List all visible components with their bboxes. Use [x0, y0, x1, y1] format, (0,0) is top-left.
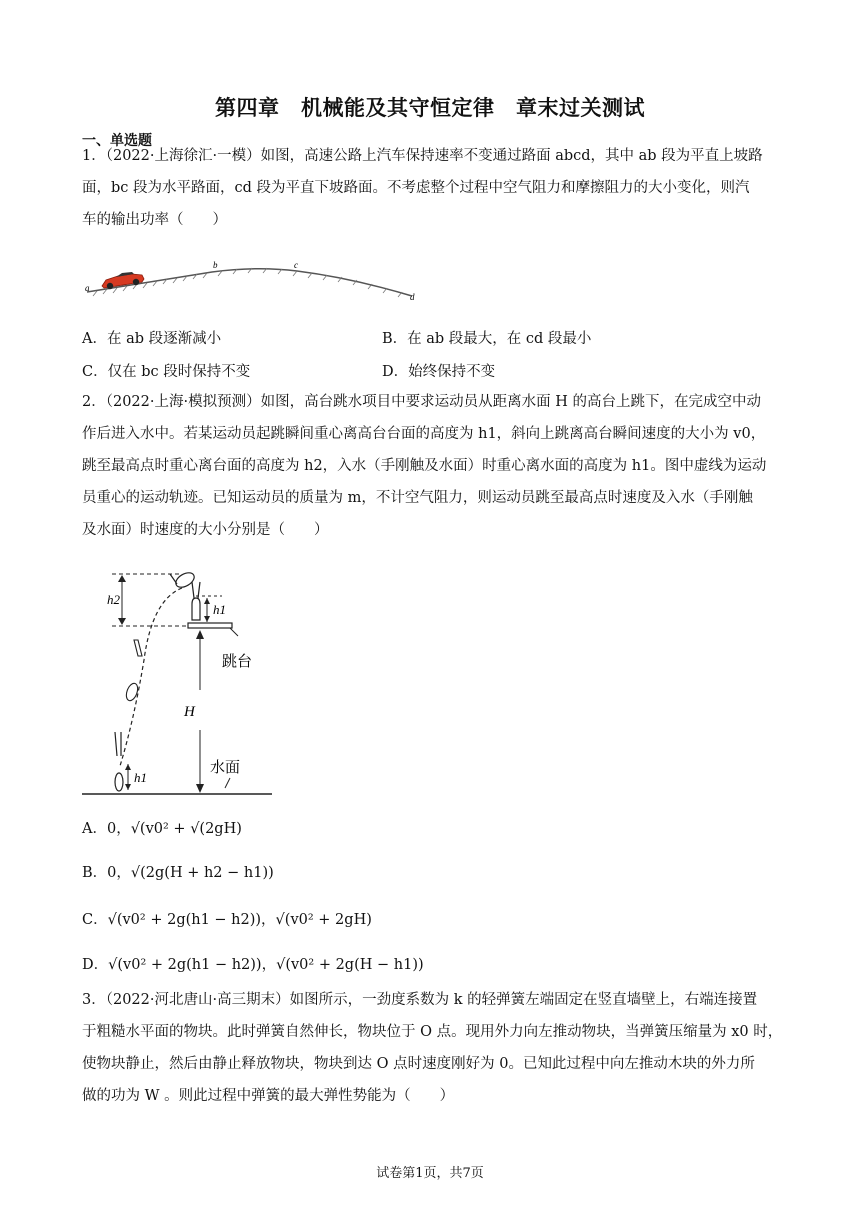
q1-option-b[interactable]: B．在 ab 段最大，在 cd 段最小 [382, 331, 592, 347]
label-c: c [294, 260, 298, 270]
q2-option-b[interactable]: B．0，√(2g(H + h2 − h1)) [82, 865, 274, 881]
q2-option-d[interactable]: D．√(v0² + 2g(h1 − h2))，√(v0² + 2g(H − h1)) [82, 957, 424, 973]
page-title: 第四章 机械能及其守恒定律 章末过关测试 [215, 96, 645, 120]
question-2-text [82, 386, 782, 546]
question-2-line: 及水面）时速度的大小分别是（ ） [82, 522, 329, 538]
question-1-line: 车的输出功率（ ） [82, 212, 227, 228]
question-2-line: 跳至最高点时重心离台面的高度为 h2，入水（手刚触及水面）时重心离水面的高度为 h1。图中虚线为运动 [82, 458, 767, 474]
q2-option-c[interactable]: C．√(v0² + 2g(h1 − h2))，√(v0² + 2gH) [82, 912, 372, 928]
question-3-text [82, 984, 782, 1112]
question-2-line: 作后进入水中。若某运动员起跳瞬间重心离高台台面的高度为 h1，斜向上跳离高台瞬间速度的大小为 v0， [82, 426, 766, 442]
label-a: a [85, 283, 90, 293]
label-b: b [213, 260, 218, 270]
question-1-text [82, 140, 782, 236]
page-footer: 试卷第1页，共7页 [376, 1166, 484, 1181]
section-heading: 一、单选题 [82, 133, 152, 149]
question-2-line: 员重心的运动轨迹。已知运动员的质量为 m，不计空气阻力，则运动员跳至最高点时速度及入水（手刚触 [82, 490, 753, 506]
label-platform: 跳台 [222, 654, 253, 670]
label-water: 水面 [210, 760, 241, 776]
question-1-line: 面，bc 段为水平路面，cd 段为平直下坡路面。不考虑整个过程中空气阻力和摩擦阻力的大小变化，则汽 [82, 180, 750, 196]
label-h1-bottom: h1 [134, 770, 147, 785]
question-3-line: 于粗糙水平面的物块。此时弹簧自然伸长，物块位于 O 点。现用外力向左推动物块，当弹簧压缩量为 x0 时， [82, 1024, 783, 1040]
question-3-line: 做的功为 W 。则此过程中弹簧的最大弹性势能为（ ） [82, 1088, 455, 1104]
q1-option-a[interactable]: A．在 ab 段逐渐减小 [82, 331, 222, 347]
label-h2: h2 [107, 592, 120, 607]
question-3-line: 使物块静止，然后由静止释放物块，物块到达 O 点时速度刚好为 0。已知此过程中向左推动木块的外力所 [82, 1056, 755, 1072]
road-figure [82, 258, 422, 308]
q2-option-a[interactable]: A．0，√(v0² + √(2gH) [82, 821, 242, 837]
label-h1-top: h1 [213, 602, 226, 617]
label-H: H [184, 704, 195, 720]
label-d: d [410, 292, 415, 302]
question-1-line: 1．（2022·上海徐汇·一模）如图，高速公路上汽车保持速率不变通过路面 abcd，其中 ab 段为平直上坡路 [82, 148, 763, 164]
question-2-line: 2．（2022·上海·模拟预测）如图，高台跳水项目中要求运动员从距离水面 H 的高台上跳下，在完成空中动 [82, 394, 761, 410]
q1-option-d[interactable]: D．始终保持不变 [382, 364, 496, 380]
diving-figure [82, 560, 282, 800]
question-3-line: 3．（2022·河北唐山·高三期末）如图所示，一劲度系数为 k 的轻弹簧左端固定在竖直墙壁上，右端连接置 [82, 992, 758, 1008]
q1-option-c[interactable]: C．仅在 bc 段时保持不变 [82, 364, 251, 380]
